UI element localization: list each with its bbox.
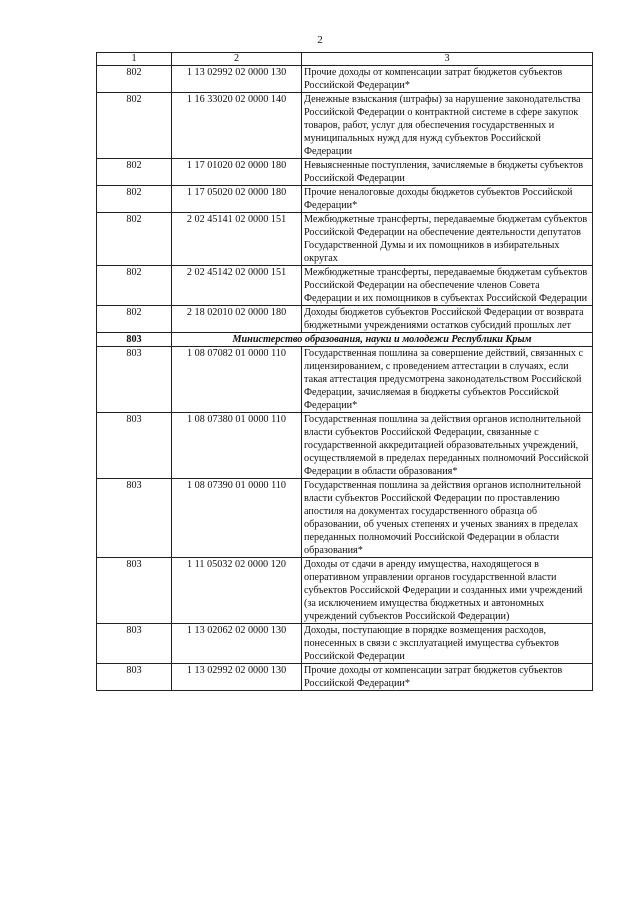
admin-code-cell: 803 [97, 479, 172, 558]
table-row [97, 347, 593, 413]
admin-code-cell: 802 [97, 66, 172, 93]
revenue-description-cell: Прочие доходы от компенсации затрат бюджетов субъектов Российской Федерации* [302, 66, 593, 93]
admin-code-cell: 802 [97, 213, 172, 266]
column-header: 1 [97, 53, 172, 66]
section-header-row [97, 333, 593, 347]
section-admin-code: 803 [97, 333, 172, 347]
revenue-description-cell: Доходы от сдачи в аренду имущества, находящегося в оперативном управлении органов государственной власти субъектов Российской Федерации и созданных ими учреждений (за исключением имущества бюджетных и автономных учреждений субъектов Российской Федерации) [302, 558, 593, 624]
revenue-description-cell: Невыясненные поступления, зачисляемые в бюджеты субъектов Российской Федерации [302, 159, 593, 186]
admin-code-cell: 803 [97, 624, 172, 664]
budget-code-cell: 2 18 02010 02 0000 180 [172, 306, 302, 333]
budget-code-cell: 1 17 05020 02 0000 180 [172, 186, 302, 213]
table-row [97, 664, 593, 691]
budget-code-cell: 1 13 02062 02 0000 130 [172, 624, 302, 664]
budget-code-cell: 1 08 07082 01 0000 110 [172, 347, 302, 413]
admin-code-cell: 803 [97, 558, 172, 624]
table-row [97, 66, 593, 93]
revenue-description-cell: Государственная пошлина за действия органов исполнительной власти субъектов Российской Федерации по проставлению апостиля на документах государственного образца об образовании, об ученых степенях и ученых званиях в пределах переданных полномочий Российской Федерации в области образования* [302, 479, 593, 558]
budget-code-cell: 1 08 07390 01 0000 110 [172, 479, 302, 558]
table-row [97, 558, 593, 624]
admin-code-cell: 802 [97, 266, 172, 306]
admin-code-cell: 802 [97, 306, 172, 333]
table-header-row [97, 53, 593, 66]
revenue-description-cell: Прочие неналоговые доходы бюджетов субъектов Российской Федерации* [302, 186, 593, 213]
column-header: 2 [172, 53, 302, 66]
table-row [97, 306, 593, 333]
revenue-description-cell: Доходы бюджетов субъектов Российской Федерации от возврата бюджетными учреждениями остатков субсидий прошлых лет [302, 306, 593, 333]
revenue-description-cell: Доходы, поступающие в порядке возмещения расходов, понесенных в связи с эксплуатацией имущества субъектов Российской Федерации [302, 624, 593, 664]
budget-code-cell: 2 02 45141 02 0000 151 [172, 213, 302, 266]
revenue-description-cell: Прочие доходы от компенсации затрат бюджетов субъектов Российской Федерации* [302, 664, 593, 691]
admin-code-cell: 803 [97, 347, 172, 413]
budget-code-cell: 1 08 07380 01 0000 110 [172, 413, 302, 479]
table-row [97, 413, 593, 479]
table-row [97, 159, 593, 186]
budget-code-cell: 1 17 01020 02 0000 180 [172, 159, 302, 186]
revenue-description-cell: Межбюджетные трансферты, передаваемые бюджетам субъектов Российской Федерации на обеспечение деятельности депутатов Государственной Думы и их помощников в избирательных округах [302, 213, 593, 266]
table-row [97, 213, 593, 266]
revenue-description-cell: Государственная пошлина за действия органов исполнительной власти субъектов Российской Федерации, связанные с государственной аккредитацией образовательных учреждений, осуществляемой в пределах переданных полномочий Российской Федерации в области образования* [302, 413, 593, 479]
budget-code-cell: 2 02 45142 02 0000 151 [172, 266, 302, 306]
column-header: 3 [302, 53, 593, 66]
budget-code-cell: 1 11 05032 02 0000 120 [172, 558, 302, 624]
budget-code-cell: 1 13 02992 02 0000 130 [172, 66, 302, 93]
table-row [97, 624, 593, 664]
section-title: Министерство образования, науки и молодежи Республики Крым [172, 333, 593, 347]
budget-code-cell: 1 13 02992 02 0000 130 [172, 664, 302, 691]
revenue-description-cell: Денежные взыскания (штрафы) за нарушение законодательства Российской Федерации о контрактной системе в сфере закупок товаров, работ, услуг для обеспечения государственных и муниципальных нужд для нужд субъектов Российской Федерации [302, 93, 593, 159]
revenue-codes-table [96, 52, 593, 691]
admin-code-cell: 803 [97, 664, 172, 691]
admin-code-cell: 803 [97, 413, 172, 479]
admin-code-cell: 802 [97, 186, 172, 213]
page-number: 2 [317, 34, 323, 46]
admin-code-cell: 802 [97, 159, 172, 186]
revenue-description-cell: Государственная пошлина за совершение действий, связанных с лицензированием, с проведением аттестации в случаях, если такая аттестация предусмотрена законодательством Российской Федерации, зачисляемая в бюджеты субъектов Российской Федерации* [302, 347, 593, 413]
table-row [97, 93, 593, 159]
budget-code-cell: 1 16 33020 02 0000 140 [172, 93, 302, 159]
admin-code-cell: 802 [97, 93, 172, 159]
table-row [97, 479, 593, 558]
revenue-description-cell: Межбюджетные трансферты, передаваемые бюджетам субъектов Российской Федерации на обеспечение членов Совета Федерации и их помощников в субъектах Российской Федерации [302, 266, 593, 306]
table-row [97, 266, 593, 306]
table-row [97, 186, 593, 213]
